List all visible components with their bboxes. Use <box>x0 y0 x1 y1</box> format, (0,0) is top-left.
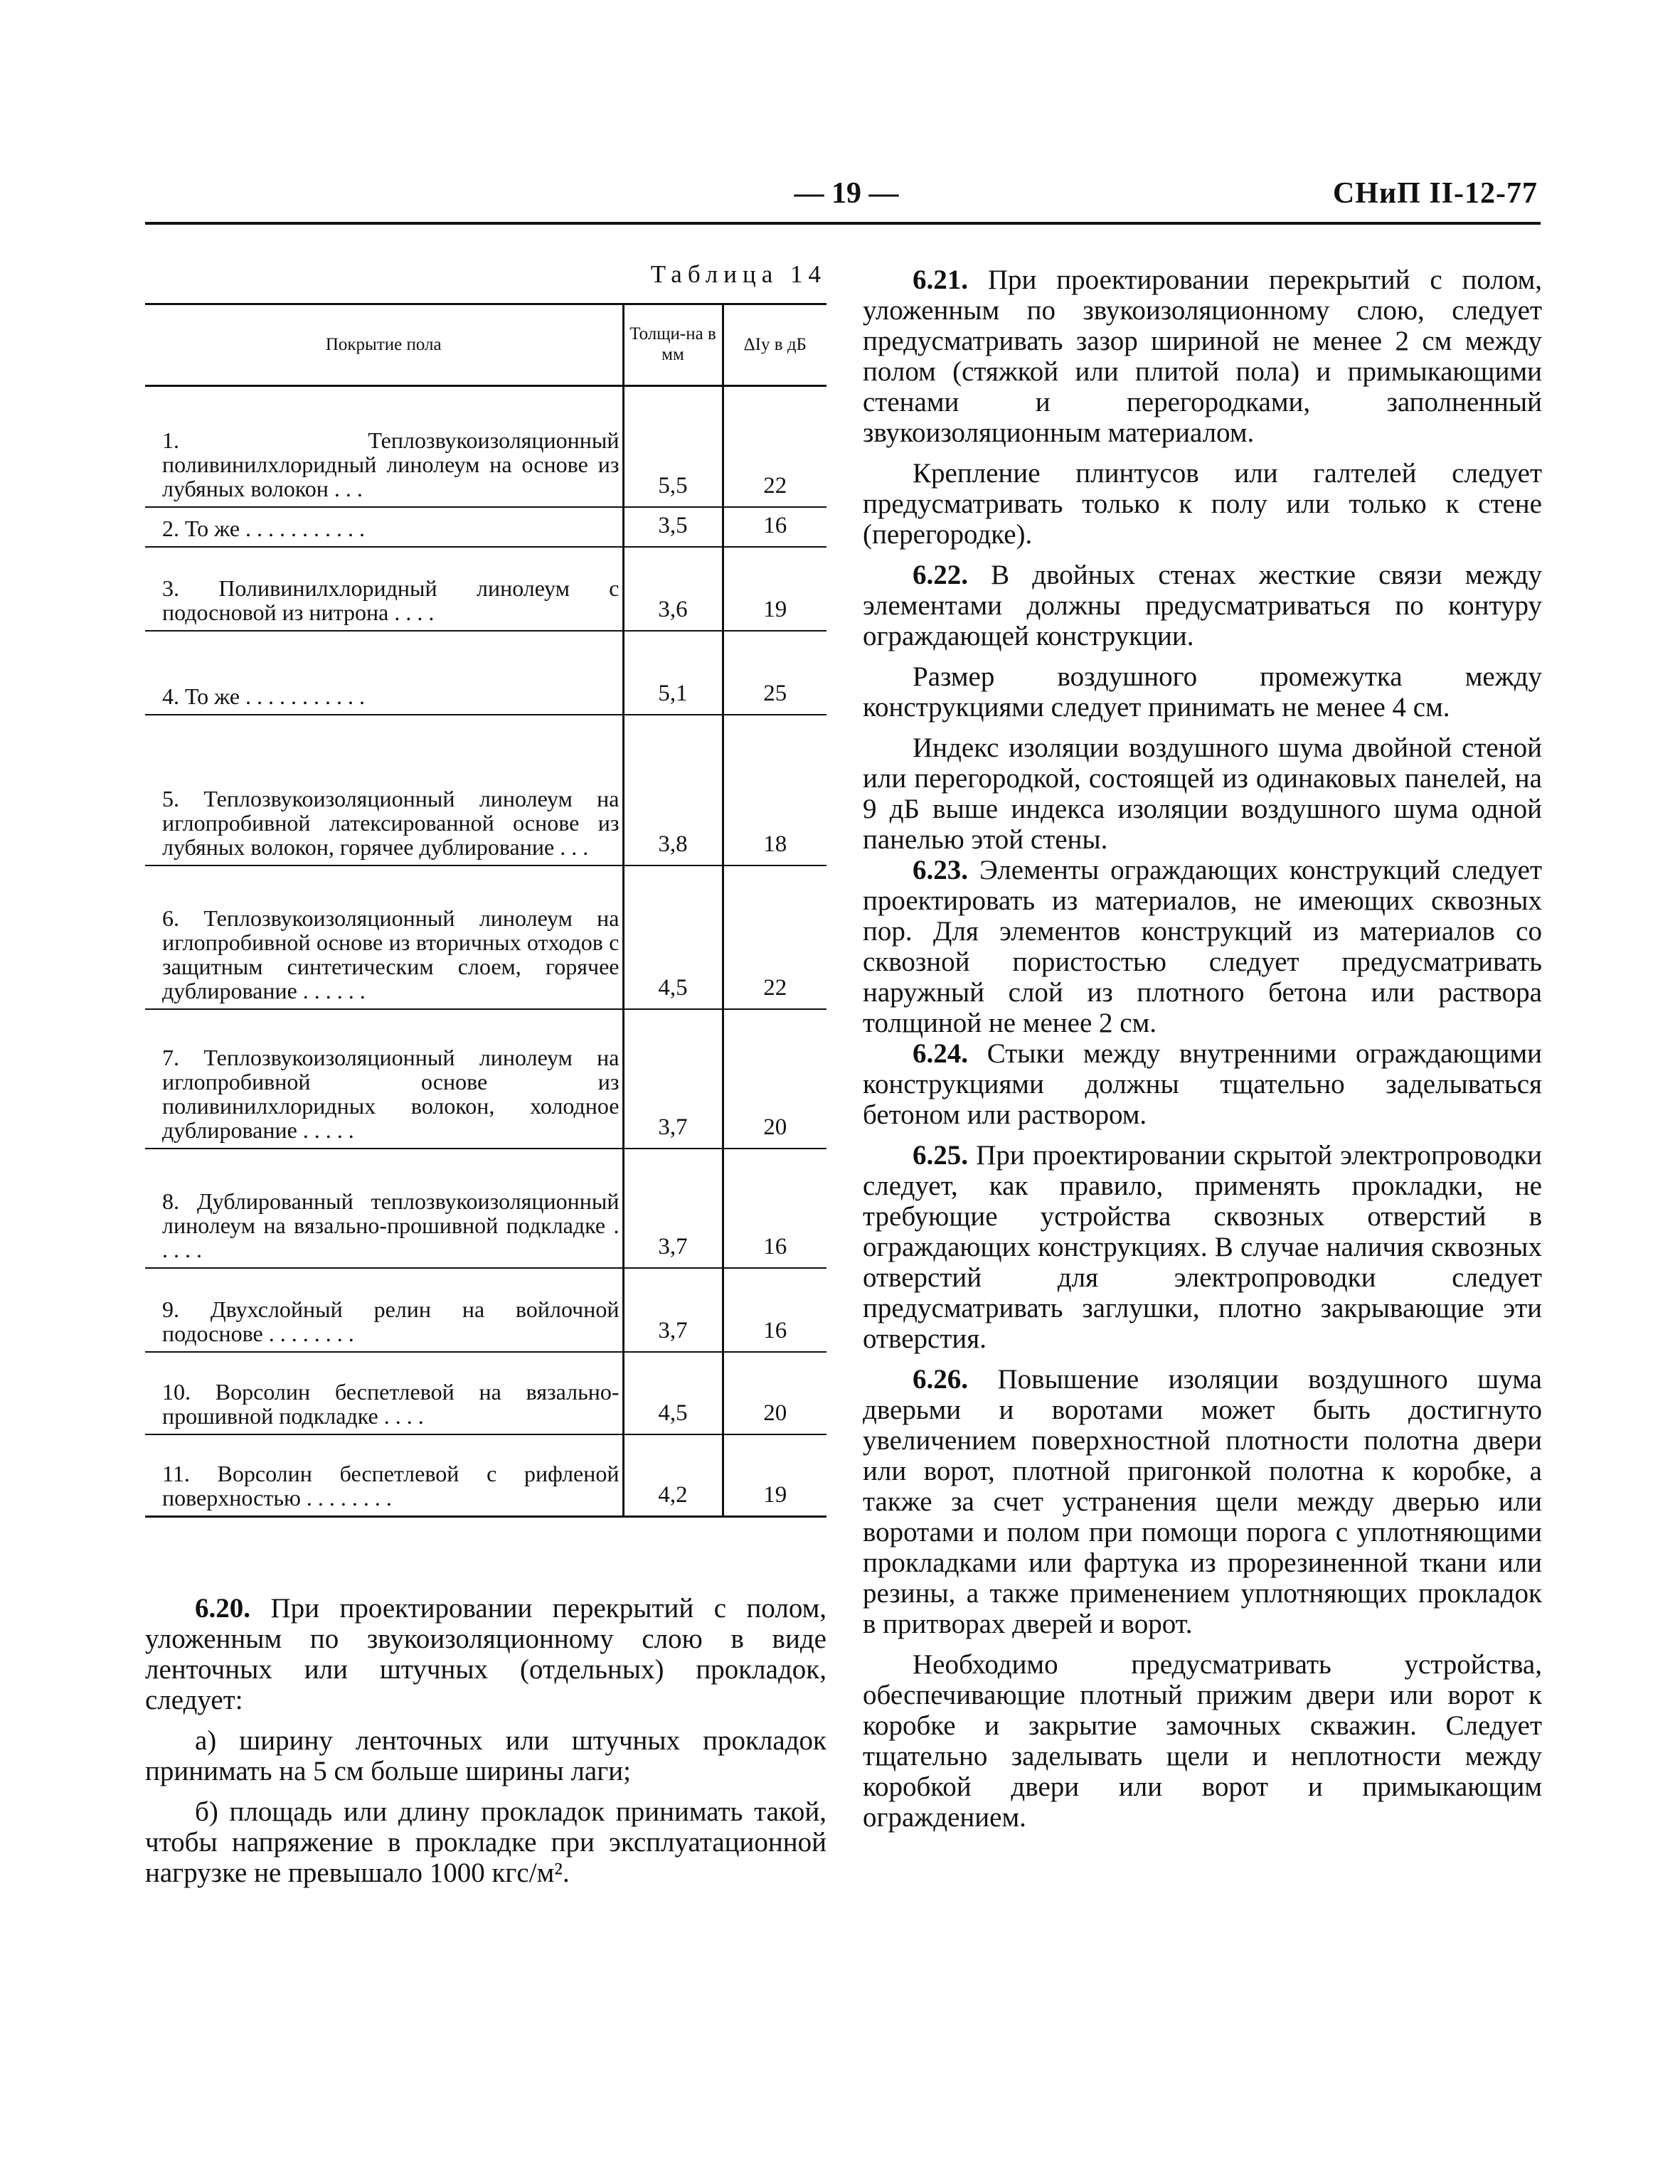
paragraph-6-22 <box>863 560 1542 651</box>
floor-covering-name: 6. Теплозвукоизоляционный линолеум на иглопробивной основе из вторичных отходов с защитным синтетическим слоем, горячее дублирование . . . . . . <box>162 905 620 1003</box>
delta-cell: 20 <box>723 1352 826 1434</box>
thickness-cell: 5,5 <box>623 386 723 507</box>
delta-cell: 16 <box>723 1268 826 1352</box>
floor-covering-name: 1. Теплозвукоизоляционный поливинилхлоридный линолеум на основе из лубяных волокон . . . <box>162 427 620 501</box>
thickness-cell: 4,5 <box>623 1352 723 1434</box>
thickness-cell: 3,8 <box>623 715 723 865</box>
paragraph-6-22-b: Размер воздушного промежутка между конструкциями следует принимать не менее 4 см. <box>863 661 1542 723</box>
paragraph-text: В двойных стенах жесткие связи между элементами должны предусматриваться по контуру ограждающей конструкции. <box>863 560 1542 651</box>
thickness-cell: 3,7 <box>623 1009 723 1149</box>
thickness-cell: 3,5 <box>623 507 723 547</box>
paragraph-text: Элементы ограждающих конструкций следует проектировать из материалов, не имеющих сквозных пор. Для элементов конструкций из материалов со сквозной пористостью следует предусматривать наружный слой из плотного бетона или раствора толщиной не менее 2 см. <box>863 855 1542 1038</box>
table-header-row <box>145 304 826 386</box>
table-row <box>145 1009 826 1149</box>
column-header: Толщи-на в мм <box>623 304 723 386</box>
paragraph-6-21-b: Крепление плинтусов или галтелей следует предусматривать только к полу или только к стене (перегородке). <box>863 458 1542 550</box>
paragraph-a: а) ширину ленточных или штучных прокладок принимать на 5 см больше ширины лаги; <box>145 1725 826 1786</box>
floor-covering-name: 8. Дублированный теплозвукоизоляционный линолеум на вязально-прошивной подкладке . . . . . <box>162 1188 620 1262</box>
table-row <box>145 547 826 631</box>
delta-cell: 19 <box>723 1434 826 1517</box>
paragraph-text: При проектировании перекрытий с полом, уложенным по звукоизоляционному слою в виде ленточных или штучных (отдельных) прокладок, следует: <box>145 1593 827 1715</box>
floor-covering-table <box>145 303 826 1518</box>
left-column <box>145 260 826 1518</box>
left-text-block <box>145 1593 826 1888</box>
floor-covering-name: 2. То же . . . . . . . . . . . <box>162 515 366 541</box>
paragraph-text: При проектировании скрытой электропроводки следует, как правило, применять прокладки, не требующие устройства сквозных отверстий в ограждающих конструкциях. В случае наличия сквозных отверстий для электропроводки следует предусматривать заглушки, плотно закрывающие эти отверстия. <box>863 1140 1543 1354</box>
floor-covering-name: 9. Двухслойный релин на войлочной подоснове . . . . . . . . <box>162 1296 620 1346</box>
table-row <box>145 1434 826 1517</box>
table-row <box>145 1149 826 1268</box>
delta-cell: 20 <box>723 1009 826 1149</box>
paragraph-6-26-b: Необходимо предусматривать устройства, обеспечивающие плотный прижим двери или ворот к коробке и закрытие замочных скважин. Следует тщательно заделывать щели и неплотности между коробкой двери или ворот и примыкающим ограждением. <box>863 1649 1542 1833</box>
thickness-cell: 3,7 <box>623 1149 723 1268</box>
floor-covering-name: 11. Ворсолин беспетлевой с рифленой поверхностью . . . . . . . . <box>162 1461 620 1511</box>
thickness-cell: 3,7 <box>623 1268 723 1352</box>
paragraph-6-22-c: Индекс изоляции воздушного шума двойной стеной или перегородкой, состоящей из одинаковых панелей, на 9 дБ выше индекса изоляции воздушного шума одной панелью этой стены. <box>863 733 1542 855</box>
thickness-cell: 3,6 <box>623 547 723 631</box>
delta-cell: 18 <box>723 715 826 865</box>
table-row <box>145 715 826 865</box>
floor-covering-name: 10. Ворсолин беспетлевой на вязально-прошивной подкладке . . . . <box>162 1378 620 1429</box>
delta-cell: 19 <box>723 547 826 631</box>
delta-cell: 25 <box>723 631 826 715</box>
clause-number: 6.24. <box>913 1038 968 1069</box>
paragraph-text: При проектировании перекрытий с полом, уложенным по звукоизоляционному слою, следует предусматривать зазор шириной не менее 2 см между полом (стяжкой или плитой пола) и примыкающими стенами и перегородками, заполненный звукоизоляционным материалом. <box>863 265 1543 448</box>
clause-number: 6.23. <box>913 855 968 885</box>
table-row <box>145 1268 826 1352</box>
thickness-cell: 5,1 <box>623 631 723 715</box>
page-number: — 19 — <box>794 177 899 210</box>
floor-covering-name: 7. Теплозвукоизоляционный линолеум на иглопробивной основе из поливинилхлоридных волокон, холодное дублирование . . . . . <box>162 1044 620 1143</box>
clause-number: 6.25. <box>913 1140 968 1171</box>
paragraph-text: Стыки между внутренними ограждающими конструкциями должны тщательно заделываться бетоном или раствором. <box>863 1038 1542 1130</box>
floor-covering-name: 3. Поливинилхлоридный линолеум с подосновой из нитрона . . . . <box>162 575 620 625</box>
delta-cell: 16 <box>723 1149 826 1268</box>
document-code: СНиП II-12-77 <box>1332 177 1538 210</box>
column-header: Покрытие пола <box>325 334 442 354</box>
paragraph-6-26 <box>863 1364 1542 1639</box>
table-row <box>145 1352 826 1434</box>
right-column <box>863 265 1542 1833</box>
column-header: ΔIу в дБ <box>723 304 826 386</box>
delta-cell: 22 <box>723 865 826 1009</box>
table-row <box>145 386 826 507</box>
thickness-cell: 4,5 <box>623 865 723 1009</box>
table-row <box>145 631 826 715</box>
paragraph-6-21 <box>863 265 1542 448</box>
header-rule <box>145 222 1541 225</box>
paragraph-b: б) площадь или длину прокладок принимать такой, чтобы напряжение в прокладке при эксплуатационной нагрузке не превышало 1000 кгс/м². <box>145 1796 826 1888</box>
clause-number: 6.20. <box>195 1593 250 1624</box>
floor-covering-name: 5. Теплозвукоизоляционный линолеум на иглопробивной латексированной основе из лубяных волокон, горячее дублирование . . . <box>162 785 620 860</box>
delta-cell: 16 <box>723 507 826 547</box>
table-row <box>145 507 826 547</box>
clause-number: 6.22. <box>913 560 968 590</box>
delta-cell: 22 <box>723 386 826 507</box>
table-caption: Таблица 14 <box>650 260 826 288</box>
paragraph-6-23 <box>863 855 1542 1038</box>
table-row <box>145 865 826 1009</box>
floor-covering-name: 4. То же . . . . . . . . . . . <box>162 683 366 709</box>
clause-number: 6.26. <box>913 1364 968 1395</box>
paragraph-6-25 <box>863 1140 1542 1354</box>
paragraph-text: Повышение изоляции воздушного шума дверьми и воротами может быть достигнуто увеличением поверхностной плотности полотна двери или ворот, плотной пригонкой полотна к коробке, а также за счет устранения щели между дверью или воротами и полом при помощи порога с уплотняющими прокладками или фартука из прорезиненной ткани или резины, а также применением уплотняющих прокладок в притворах дверей и ворот. <box>863 1364 1542 1639</box>
paragraph-6-24 <box>863 1038 1542 1130</box>
clause-number: 6.21. <box>913 265 968 295</box>
paragraph-6-20 <box>145 1593 826 1715</box>
thickness-cell: 4,2 <box>623 1434 723 1517</box>
